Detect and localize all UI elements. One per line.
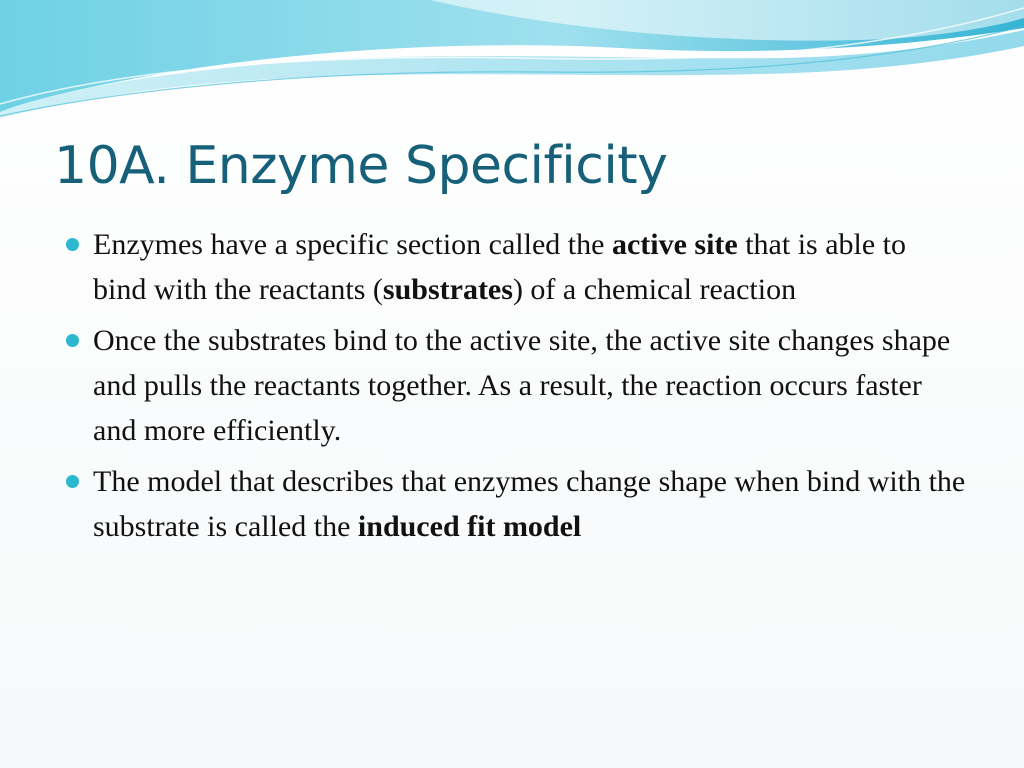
bullet-dot-icon (66, 238, 79, 251)
bullet-text-segment: Enzymes have a specific section called the (93, 228, 612, 261)
bold-term: active site (611, 228, 738, 261)
bullet-list (66, 222, 966, 555)
slide-title: 10A. Enzyme Specificity (54, 136, 668, 196)
bullet-text (93, 228, 906, 306)
bullet-item (66, 318, 966, 453)
bullet-text-segment: ) of a chemical reaction (512, 273, 797, 306)
bullet-text (93, 465, 965, 543)
bullet-text (93, 324, 950, 447)
bullet-item (66, 222, 966, 312)
bullet-dot-icon (66, 334, 79, 347)
header-wave-decoration (0, 0, 1024, 130)
bullet-item (66, 459, 966, 549)
bullet-text-segment: The model that describes that enzymes change shape when bind with the substrate is called the (93, 465, 966, 543)
bullet-text-segment: that is able to bind with the reactants ( (93, 228, 907, 306)
bold-term: substrates (382, 273, 513, 306)
bullet-text-segment: Once the substrates bind to the active site, the active site changes shape and pulls the reactants together. As a result, the reaction occurs faster and more efficiently. (93, 324, 951, 447)
bullet-dot-icon (66, 475, 79, 488)
bold-term: induced fit model (357, 510, 582, 543)
